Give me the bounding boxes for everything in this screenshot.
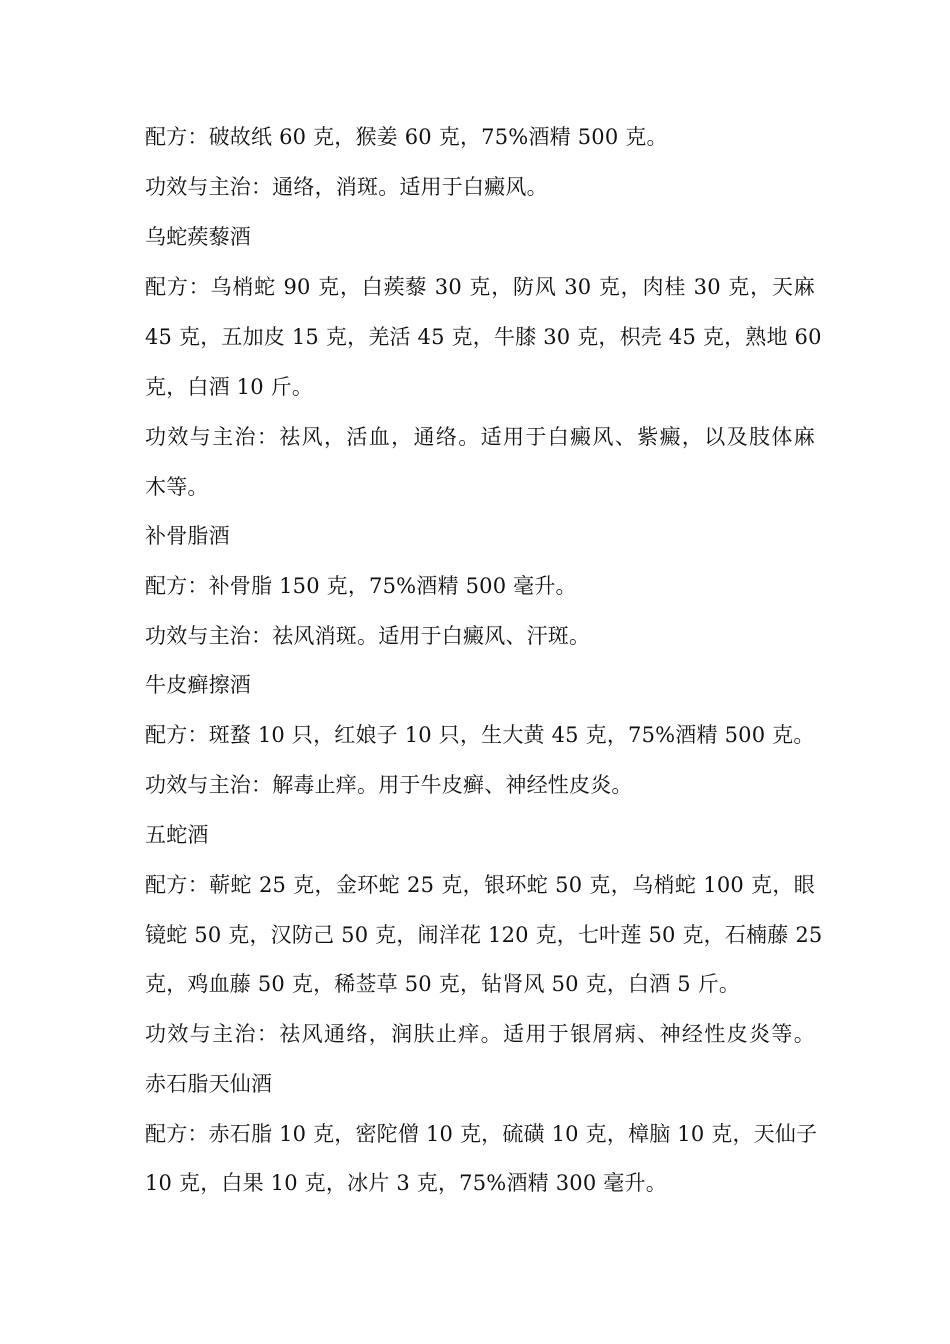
efficacy-line: 功效与主治：解毒止痒。用于牛皮癣、神经性皮炎。 (145, 773, 633, 797)
formula-line: 配方：蕲蛇 25 克，金环蛇 25 克，银环蛇 50 克，乌梢蛇 100 克，眼 (145, 873, 815, 897)
efficacy-line: 功效与主治：祛风通络，润肤止痒。适用于银屑病、神经性皮炎等。 (145, 1022, 815, 1046)
formula-line: 镜蛇 50 克，汉防己 50 克，闹洋花 120 克，七叶莲 50 克，石楠藤 25 (145, 923, 823, 947)
recipe-title: 牛皮癣擦酒 (145, 673, 251, 697)
recipe-title: 五蛇酒 (145, 823, 209, 847)
formula-line: 45 克，五加皮 15 克，羌活 45 克，牛膝 30 克，枳壳 45 克，熟地 60 (145, 325, 822, 349)
formula-line: 配方：破故纸 60 克，猴姜 60 克，75%酒精 500 克。 (145, 125, 668, 149)
recipe-title: 乌蛇蒺藜酒 (145, 225, 251, 249)
efficacy-line: 功效与主治：祛风，活血，通络。适用于白癜风、紫癜，以及肢体麻 (145, 425, 815, 449)
formula-line: 克，白酒 10 斤。 (145, 375, 314, 399)
efficacy-line: 木等。 (145, 475, 209, 499)
formula-line: 配方：补骨脂 150 克，75%酒精 500 毫升。 (145, 574, 577, 598)
recipe-title: 补骨脂酒 (145, 524, 230, 548)
formula-line: 配方：乌梢蛇 90 克，白蒺藜 30 克，防风 30 克，肉桂 30 克，天麻 (145, 275, 815, 299)
efficacy-line: 功效与主治：祛风消斑。适用于白癜风、汗斑。 (145, 624, 591, 648)
formula-line: 配方：赤石脂 10 克，密陀僧 10 克，硫磺 10 克，樟脑 10 克，天仙子 (145, 1122, 818, 1146)
efficacy-line: 功效与主治：通络，消斑。适用于白癜风。 (145, 175, 548, 199)
formula-line: 10 克，白果 10 克，冰片 3 克，75%酒精 300 毫升。 (145, 1171, 667, 1195)
formula-line: 克，鸡血藤 50 克，稀莶草 50 克，钻肾风 50 克，白酒 5 斤。 (145, 972, 741, 996)
recipe-title: 赤石脂天仙酒 (145, 1072, 273, 1096)
formula-line: 配方：斑蝥 10 只，红娘子 10 只，生大黄 45 克，75%酒精 500 克。 (145, 723, 815, 747)
